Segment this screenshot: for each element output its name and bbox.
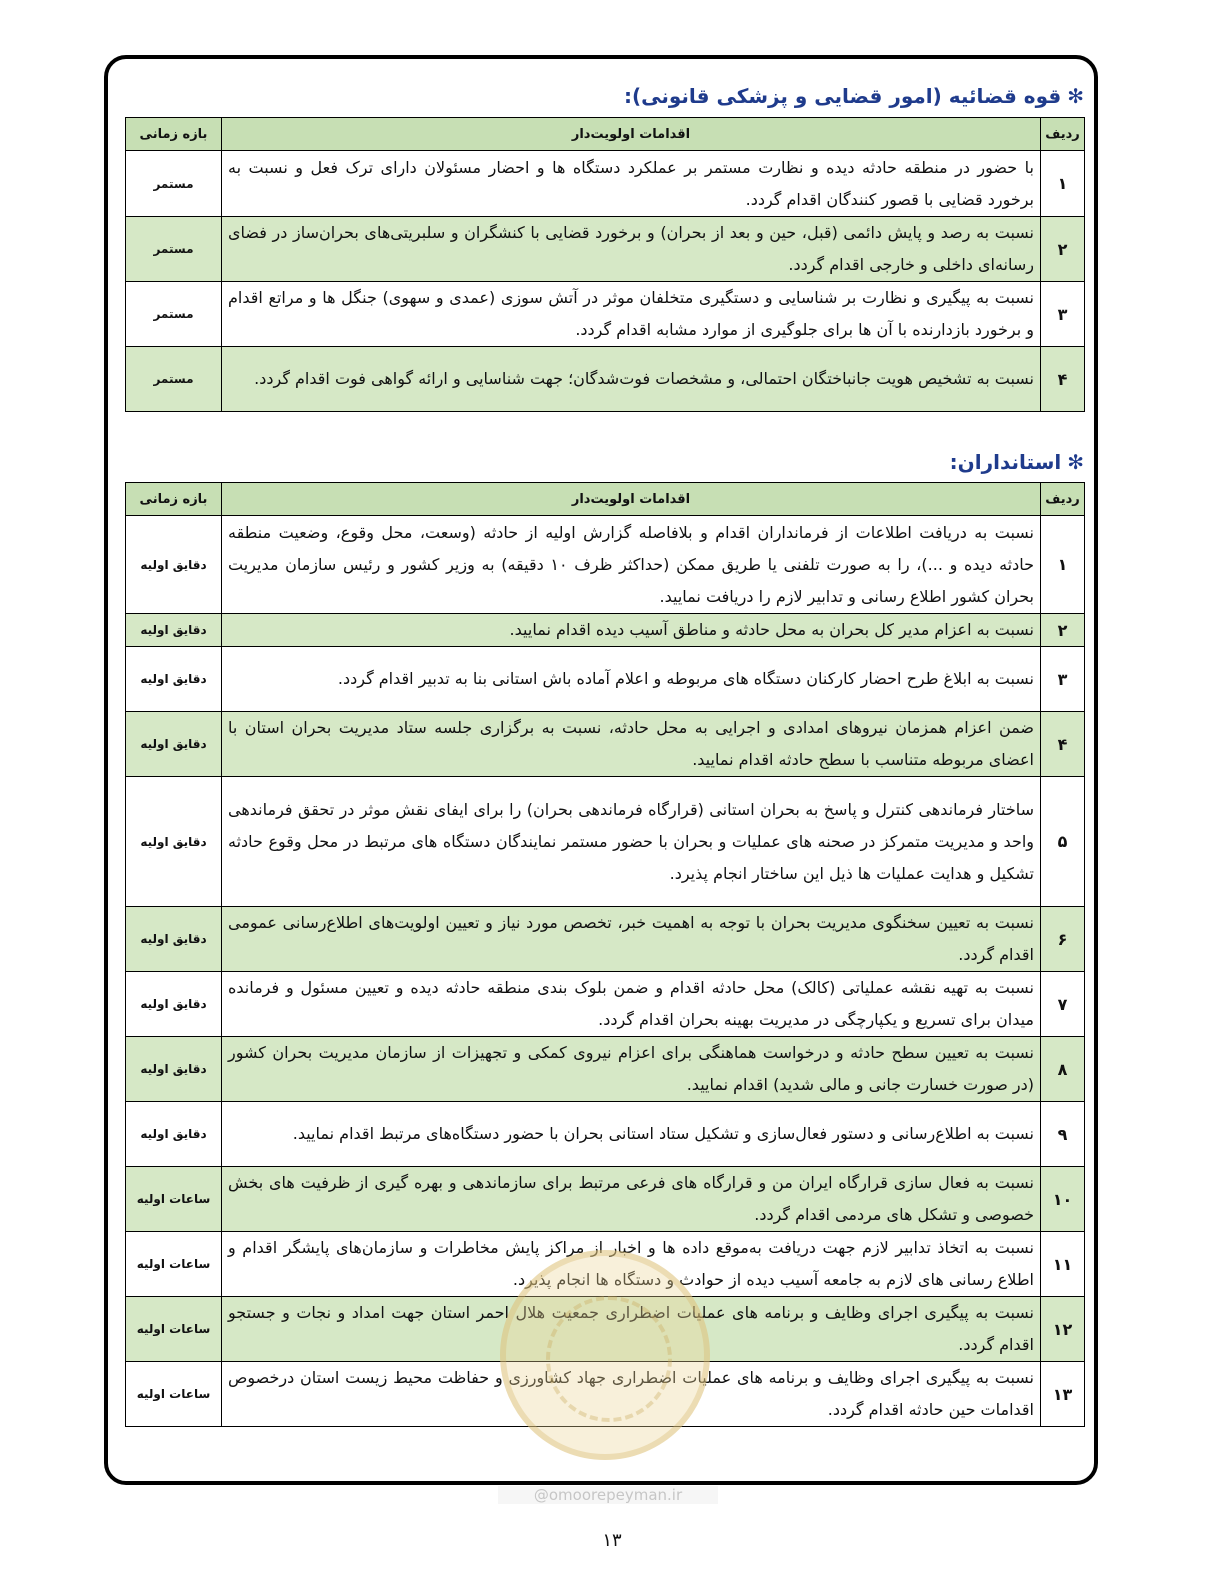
row-time: دقایق اولیه: [126, 712, 222, 777]
table-row: [126, 907, 1085, 972]
watermark-seal-icon: [500, 1250, 710, 1460]
row-time: دقایق اولیه: [126, 777, 222, 907]
section2-title-text: استانداران:: [949, 450, 1062, 474]
row-time: مستمر: [126, 151, 222, 217]
row-text: نسبت به اتخاذ تدابیر لازم جهت دریافت به‌موقع داده ها و اخبار از مراکز پایش مخاطرات و سازمان‌های پایشگر اقدام و اطلاع رسانی های لازم به جامعه آسیب دیده از حوادث و دستگاه ها انجام پذیرد.: [222, 1232, 1041, 1297]
table-header-row: [126, 483, 1085, 516]
table-row: [126, 217, 1085, 282]
row-index: ۷: [1041, 972, 1085, 1037]
row-time: مستمر: [126, 217, 222, 282]
row-index: ۸: [1041, 1037, 1085, 1102]
table-row: [126, 1037, 1085, 1102]
star-icon: ✻: [1067, 84, 1084, 108]
row-text: نسبت به فعال سازی قرارگاه ایران من و قرارگاه های فرعی مرتبط برای سازماندهی و بهره گیری از ظرفیت های بخش خصوصی و تشکل های مردمی اقدام گردد.: [222, 1167, 1041, 1232]
row-time: دقایق اولیه: [126, 516, 222, 614]
row-text: نسبت به تعیین سطح حادثه و درخواست هماهنگی برای اعزام نیروی کمکی و تجهیزات از سازمان مدیریت بحران کشور (در صورت خسارت جانی و مالی شدید) اقدام نمایید.: [222, 1037, 1041, 1102]
row-time: ساعات اولیه: [126, 1167, 222, 1232]
table-row: [126, 647, 1085, 712]
row-text: نسبت به پیگیری اجرای وظایف و برنامه های عملیات اضطراری جهاد کشاورزی و حفاظت محیط زیست استان درخصوص اقدامات حین حادثه اقدام گردد.: [222, 1362, 1041, 1427]
row-text: نسبت به تهیه نقشه عملیاتی (کالک) محل حادثه اقدام و ضمن بلوک بندی منطقه حادثه دیده و تعیین مسئول و فرمانده میدان برای تسریع و یکپارچگی در مدیریت بهینه بحران اقدام گردد.: [222, 972, 1041, 1037]
section2-title: [950, 450, 1084, 474]
header-time: بازه زمانی: [126, 118, 222, 151]
section1-table: [125, 117, 1085, 412]
section1-title: [624, 84, 1084, 108]
row-index: ۱: [1041, 151, 1085, 217]
row-index: ۶: [1041, 907, 1085, 972]
header-time: بازه زمانی: [126, 483, 222, 516]
row-index: ۱: [1041, 516, 1085, 614]
row-index: ۴: [1041, 347, 1085, 412]
row-time: دقایق اولیه: [126, 614, 222, 647]
table-row: [126, 1102, 1085, 1167]
row-index: ۱۳: [1041, 1362, 1085, 1427]
row-text: نسبت به تعیین سخنگوی مدیریت بحران با توجه به اهمیت خبر، تخصص مورد نیاز و تعیین اولویت‌های اطلاع‌رسانی عمومی اقدام گردد.: [222, 907, 1041, 972]
row-time: دقایق اولیه: [126, 1102, 222, 1167]
row-index: ۱۲: [1041, 1297, 1085, 1362]
row-time: ساعات اولیه: [126, 1297, 222, 1362]
row-index: ۲: [1041, 217, 1085, 282]
row-text: نسبت به تشخیص هویت جانباختگان احتمالی، و مشخصات فوت‌شدگان؛ جهت شناسایی و ارائه گواهی فوت اقدام گردد.: [222, 347, 1041, 412]
row-index: ۴: [1041, 712, 1085, 777]
section1-title-text: قوه قضائیه (امور قضایی و پزشکی قانونی):: [623, 84, 1062, 108]
row-text: ضمن اعزام همزمان نیروهای امدادی و اجرایی به محل حادثه، نسبت به برگزاری جلسه ستاد مدیریت بحران استان با اعضای مربوطه متناسب با سطح حادثه اقدام نمایید.: [222, 712, 1041, 777]
row-text: نسبت به دریافت اطلاعات از فرمانداران اقدام و بلافاصله گزارش اولیه از حادثه (وسعت، محل وقوع، وضعیت منطقه حادثه دیده و ...)، را به صورت تلفنی یا طریق ممکن (حداکثر ظرف ۱۰ دقیقه) به وزیر کشور و رئیس سازمان مدیریت بحران کشور اطلاع رسانی و تدابیر لازم را دریافت نمایید.: [222, 516, 1041, 614]
row-text: نسبت به ابلاغ طرح احضار کارکنان دستگاه های مربوطه و اعلام آماده باش استانی بنا به تدبیر اقدام گردد.: [222, 647, 1041, 712]
star-icon: ✻: [1067, 450, 1084, 474]
table-row: [126, 712, 1085, 777]
row-text: نسبت به پیگیری و نظارت بر شناسایی و دستگیری متخلفان موثر در آتش سوزی (عمدی و سهوی) جنگل ها و مراتع اقدام و برخورد بازدارنده با آن ها برای جلوگیری از موارد مشابه اقدام گردد.: [222, 282, 1041, 347]
seal-inner-ring: [546, 1296, 672, 1422]
header-idx: ردیف: [1041, 118, 1085, 151]
row-text: نسبت به اطلاع‌رسانی و دستور فعال‌سازی و تشکیل ستاد استانی بحران با حضور دستگاه‌های مرتبط اقدام نمایید.: [222, 1102, 1041, 1167]
row-text: نسبت به پیگیری اجرای وظایف و برنامه های عملیات اضطراری جمعیت هلال احمر استان جهت امداد و نجات و جستجو اقدام گردد.: [222, 1297, 1041, 1362]
table-row: [126, 972, 1085, 1037]
table-row: [126, 347, 1085, 412]
header-idx: ردیف: [1041, 483, 1085, 516]
table-row: [126, 1167, 1085, 1232]
header-actions: اقدامات اولویت‌دار: [222, 118, 1041, 151]
row-time: دقایق اولیه: [126, 907, 222, 972]
header-actions: اقدامات اولویت‌دار: [222, 483, 1041, 516]
row-index: ۳: [1041, 647, 1085, 712]
row-time: ساعات اولیه: [126, 1362, 222, 1427]
row-index: ۳: [1041, 282, 1085, 347]
row-time: ساعات اولیه: [126, 1232, 222, 1297]
watermark-site: @omoorepeyman.ir: [498, 1486, 718, 1504]
page-number: ۱۳: [602, 1530, 622, 1551]
table-row: [126, 282, 1085, 347]
row-text: ساختار فرماندهی کنترل و پاسخ به بحران استانی (قرارگاه فرماندهی بحران) را برای ایفای نقش موثر در تحقق فرماندهی واحد و مدیریت متمرکز در صحنه های عملیات و بحران با حضور مستمر نمایندگان دستگاه های مرتبط در محل وقوع حادثه تشکیل و هدایت عملیات ها ذیل این ساختار انجام پذیرد.: [222, 777, 1041, 907]
table-row: [126, 777, 1085, 907]
row-time: دقایق اولیه: [126, 647, 222, 712]
table-row: [126, 614, 1085, 647]
row-index: ۲: [1041, 614, 1085, 647]
row-time: دقایق اولیه: [126, 1037, 222, 1102]
row-text: با حضور در منطقه حادثه دیده و نظارت مستمر بر عملکرد دستگاه ها و احضار مسئولان دارای ترک فعل و نسبت به برخورد قضایی با قصور کنندگان اقدام گردد.: [222, 151, 1041, 217]
row-time: دقایق اولیه: [126, 972, 222, 1037]
row-time: مستمر: [126, 347, 222, 412]
row-index: ۱۱: [1041, 1232, 1085, 1297]
table-row: [126, 151, 1085, 217]
table-header-row: [126, 118, 1085, 151]
row-index: ۵: [1041, 777, 1085, 907]
row-time: مستمر: [126, 282, 222, 347]
row-index: ۱۰: [1041, 1167, 1085, 1232]
row-text: نسبت به رصد و پایش دائمی (قبل، حین و بعد از بحران) و برخورد قضایی با کنشگران و سلبریتی‌های بحران‌ساز در فضای رسانه‌ای داخلی و خارجی اقدام گردد.: [222, 217, 1041, 282]
row-index: ۹: [1041, 1102, 1085, 1167]
table-row: [126, 516, 1085, 614]
row-text: نسبت به اعزام مدیر کل بحران به محل حادثه و مناطق آسیب دیده اقدام نمایید.: [222, 614, 1041, 647]
